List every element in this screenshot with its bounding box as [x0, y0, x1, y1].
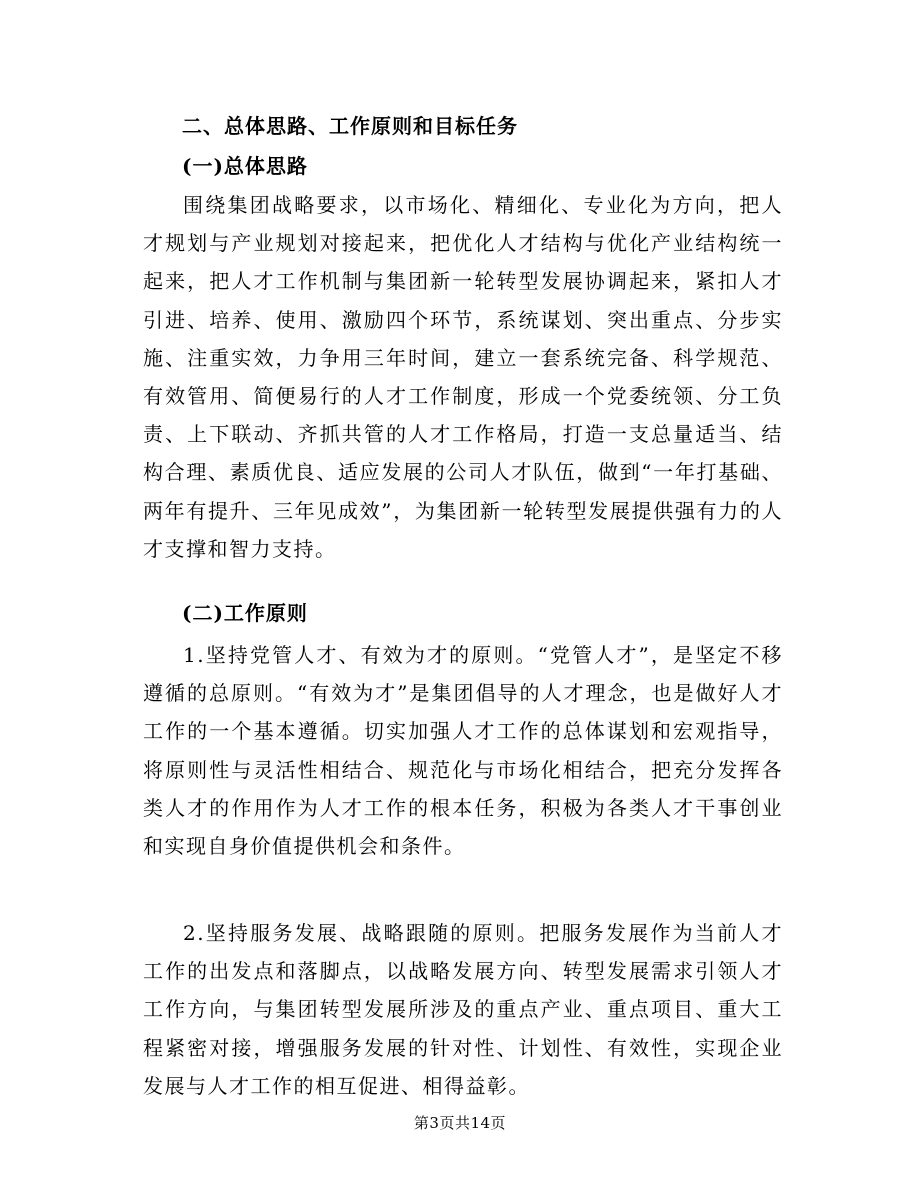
subsection-heading-overall-thinking: (一)总体思路 [182, 154, 308, 178]
section-heading: 二、总体思路、工作原则和目标任务 [182, 114, 518, 138]
page-number: 第3页共14页 [413, 1114, 507, 1132]
paragraph-principle-1: 1.坚持党管人才、有效为才的原则。“党管人才”，是坚定不移遵循的总原则。“有效为才”是集团倡导的人才理念，也是做好人才工作的一个基本遵循。切实加强人才工作的总体谋划和宏观指导，将原则性与灵活性相结合、规范化与市场化相结合，把充分发挥各类人才的作用作为人才工作的根本任务，积极为各类人才干事创业和实现自身价值提供机会和条件。 [143, 643, 783, 859]
paragraph-principle-2: 2.坚持服务发展、战略跟随的原则。把服务发展作为当前人才工作的出发点和落脚点，以战略发展方向、转型发展需求引领人才工作方向，与集团转型发展所涉及的重点产业、重点项目、重大工程紧密对接，增强服务发展的针对性、计划性、有效性，实现企业发展与人才工作的相互促进、相得益彰。 [143, 921, 783, 1098]
subsection-heading-work-principles: (二)工作原则 [182, 601, 308, 625]
paragraph-overall-thinking: 围绕集团战略要求，以市场化、精细化、专业化为方向，把人才规划与产业规划对接起来，把优化人才结构与优化产业结构统一起来，把人才工作机制与集团新一轮转型发展协调起来，紧扣人才引进、培养、使用、激励四个环节，系统谋划、突出重点、分步实施、注重实效，力争用三年时间，建立一套系统完备、科学规范、有效管用、简便易行的人才工作制度，形成一个党委统领、分工负责、上下联动、齐抓共管的人才工作格局，打造一支总量适当、结构合理、素质优良、适应发展的公司人才队伍，做到“一年打基础、两年有提升、三年见成效”，为集团新一轮转型发展提供强有力的人才支撑和智力支持。 [143, 193, 783, 561]
